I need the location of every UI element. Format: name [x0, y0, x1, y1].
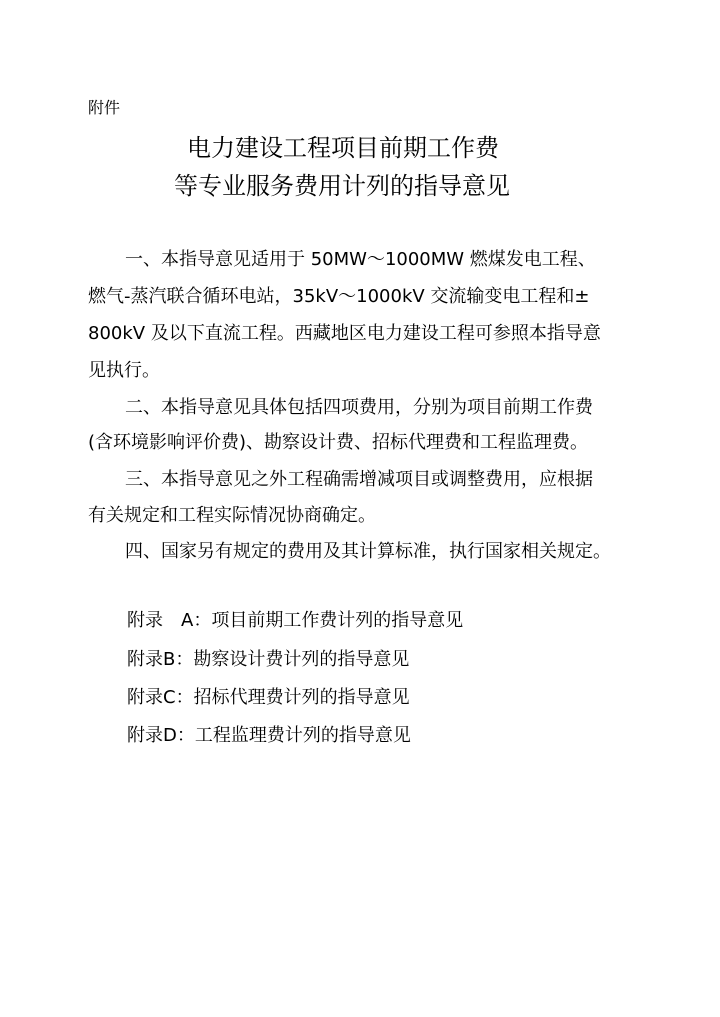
paragraph-1-line-4: 见执行。 — [88, 360, 160, 381]
paragraph-2-line-1: 二、本指导意见具体包括四项费用，分别为项目前期工作费 — [125, 397, 593, 418]
appendix-d: 附录D：工程监理费计列的指导意见 — [127, 725, 411, 746]
paragraph-2-line-2: (含环境影响评价费)、勘察设计费、招标代理费和工程监理费。 — [88, 432, 589, 453]
appendix-b: 附录B：勘察设计费计列的指导意见 — [127, 649, 410, 670]
paragraph-3-line-2: 有关规定和工程实际情况协商确定。 — [88, 505, 376, 526]
paragraph-1-line-1: 一、本指导意见适用于 50MW～1000MW 燃煤发电工程、 — [125, 249, 596, 270]
title-line-1: 电力建设工程项目前期工作费 — [187, 134, 499, 162]
appendix-c: 附录C：招标代理费计列的指导意见 — [127, 687, 410, 708]
paragraph-1-line-2: 燃气-蒸汽联合循环电站，35kV～1000kV 交流输变电工程和± — [88, 286, 590, 307]
title-line-2: 等专业服务费用计列的指导意见 — [174, 172, 510, 200]
appendix-a: 附录 A：项目前期工作费计列的指导意见 — [127, 610, 464, 631]
paragraph-3-line-1: 三、本指导意见之外工程确需增减项目或调整费用，应根据 — [125, 469, 593, 490]
paragraph-4-line-1: 四、国家另有规定的费用及其计算标准，执行国家相关规定。 — [125, 541, 611, 562]
attachment-label: 附件 — [88, 98, 121, 117]
paragraph-1-line-3: 800kV 及以下直流工程。西藏地区电力建设工程可参照本指导意 — [88, 323, 601, 344]
